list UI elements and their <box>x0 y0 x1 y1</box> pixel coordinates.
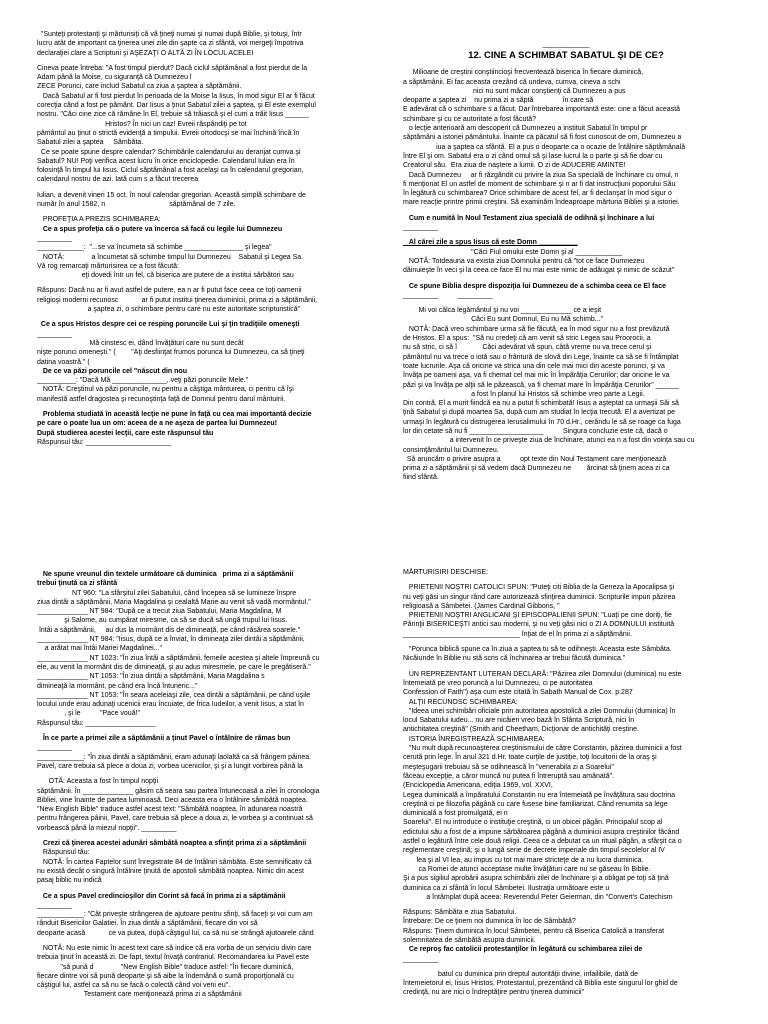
text-line: ____________: "Cât priveşte strângerea de ajutoare pentru sfinţi, să faceţi şi voi cum am <box>37 911 313 919</box>
text-line: Adam până la Moise, cu siguranţă că Dumnezeu l <box>37 74 192 82</box>
text-line: rânduit Bisericilor Galatiei. În ziua dintâi a săptămânii, fiecare din voi să <box>37 920 258 928</box>
text-line: UN REPREZENTANT LUTERAN DECLARĂ: "Păzirea zilei Domnului (duminica) nu este <box>403 670 682 678</box>
text-line: PRIETENII NOŞTRI ANGLICANI ŞI EPISCOPALIENII SPUN: "Luaţi pe cine doriţi, fie <box>403 612 672 620</box>
text-line: ____________: "...se va încumeta să schimbe _______________ şi legea" <box>37 244 272 252</box>
text-line: pe care o poate lua un om: aceea de a ne aşeza de partea lui Dumnezeu! <box>37 420 278 428</box>
text-line: locului unde erau adunaţi ucenicii erau încuiate, de frica Iudeilor, a venit Iisus, a stat în <box>37 701 304 709</box>
text-line: ziua dintâi a săptămânii, Maria Magdalina şi cealaltă Marie au venit să vadă mormântul." <box>37 598 311 606</box>
text-line: fi menţionat El un astfel de moment de schimbare şi n ar fi dat instrucţiuni poporului Său <box>403 180 676 188</box>
page-bottom-right <box>403 568 729 1020</box>
page-bottom-left <box>37 570 363 1020</box>
text-line: Legea duminicală a împăratului Constantin nu era întemeiată pe învăţătura sau doctrina <box>403 791 676 799</box>
text-line: Şi a pus sigiliul aprobării asupra schimbării zilei de închinare şi a obligat pe toţi să ţină <box>403 875 669 883</box>
text-line: De ce va păzi poruncile cel "născut din nou <box>37 367 187 375</box>
text-line: întemeiată pe vreo poruncă a lui Dumnezeu, ci pe autoritatea <box>403 679 593 687</box>
text-line: păzi şi va învăţa pe alţii să le păzească, va fi chemat mare în Împărăţia Cerurilor" ______ <box>403 381 680 389</box>
text-line: Răspuns: Dacă nu ar fi avut astfel de putere, ea n ar fi putut face ceea ce toţi oamenii <box>37 287 302 295</box>
text-line: săptămâni a istoriei pământului. Înainte ca păcatul să fi fost cunoscut de om, Dumnezeu a <box>403 134 682 142</box>
text-line: cerută prin lege. În anul 321 d.Hr. toate curţile de justiţie, toţi locuitorii de la oraş şi <box>403 754 657 762</box>
text-line: Cineva poate întreba: "A fost timpul pierdut? Dacă ciclul săptămânal a fost pierdut de la <box>37 64 308 72</box>
text-line: _____________ NT 1053: "În ziua dintâi a săptămânii, Maria Magdalina s <box>37 673 265 681</box>
text-line: Dacă Dumnezeu ar fi răzgândit cu privire la ziua Sa specială de închinare cu omul, n <box>403 171 679 179</box>
text-line: Să aruncăm o privire asupra a opt texte din Noul Testament care menţionează <box>403 455 667 463</box>
text-line: astfel o legătură între cele două religii. Ceea ce a debutat ca un ritual păgân, a sfârşit ca o <box>403 838 682 846</box>
text-line: Răspunsul tău: ______________________ <box>37 438 172 446</box>
text-line: "Sunteţi protestanţi şi mărturisiţi că vă ţineţi numai şi numai după Biblie, şi totuşi, într <box>37 31 302 38</box>
text-line: credinţă, nu are nici o îndreptăţire pentru ţinerea duminicii" <box>403 989 585 997</box>
text-line: MĂRTURISIRI DESCHISE: <box>403 569 489 576</box>
text-line: _____________ NT 984: "Iisus, după ce a înviat, în dimineaţa zilei dintâi a săptămânii, <box>37 636 305 644</box>
text-line: Din contră, El a murit fiindcă ea nu a putut fi schimbată! Iisus a aşteptat ca urmaşii Săi să <box>403 400 679 408</box>
text-line: Soarelui". El nu introduce o instituţie creştină, ci un obicei păgân. Principalul scop al <box>403 819 663 827</box>
text-line: Răspuns: Sâmbăta e ziua Sabatului. <box>403 909 517 917</box>
text-line: Mi voi călca legământul şi nu voi _____________ ce a ieşit <box>403 307 602 315</box>
text-line: religioşi moderni recunosc ar fi putut institui ţinerea duminicii, prima zi a săptămânii, <box>37 296 318 304</box>
text-line: deoparte acasă ce va putea, după câştigul lui, ca să nu se strângă ajutoarele când <box>37 929 314 937</box>
text-line: NOTĂ: Dacă vreo schimbare urma să fie făcută, ea în mod sigur nu a fost prevăzută <box>403 325 670 333</box>
text-line: solemnitatea de sâmbătă asupra duminicii. <box>403 936 536 944</box>
text-line: prima zi a săptămânii şi să vedem dacă Dumnezeu ne ărcinat să ţinem acea zi ca <box>403 465 670 473</box>
text-line: _____________ NT 1023: "În ziua întâi a săptămânii, femeile acestea şi altele împreună cu <box>37 654 320 662</box>
text-line: Iulian, a devenit vineri 15 oct. în noul calendar gregorian. Această simplă schimbare de <box>37 191 306 199</box>
text-line: eţi dovedi într un fel, că biserica are putere de a institui sărbători sau <box>37 272 294 280</box>
text-line: "New English Bible" traduce astfel acest text: "Sâmbătă noaptea, în adunarea noastră <box>37 806 303 814</box>
text-line: ISTORIA ÎNREGISTREAZĂ SCHIMBAREA: <box>403 735 545 743</box>
text-line: pământul nu va trece o iotă sau o frântură de slovă din Lege, înainte ca să se fi întâmplat <box>403 353 679 361</box>
text-line: ____________ <box>542 41 590 48</box>
page-top-right <box>403 40 729 500</box>
text-line: a intervenit în ce priveşte ziua de închinare, atunci ea n a fost din voinţa sau cu <box>403 437 695 445</box>
text-line: fiecare dintre voi să pună deoparte şi să aibe la îndemână o sumă proporţională cu <box>37 972 294 980</box>
text-line: câştigul lui, astfel ca să nu se facă o colectă când voi veni eu". <box>37 982 231 990</box>
text-line: lea şi al VI lea, au impus cu tot mai mare stricteţe de a nu lucra duminica. <box>403 856 644 864</box>
text-line: Pavel, care trebuia să plece a doua zi, vorbea ucenicilor, şi şi a lungit vorbirea până la <box>37 762 303 770</box>
text-line: schimbare şi cu ce autoritate a fost făcută? <box>403 115 537 123</box>
text-line: Confession of Faith") aşa cum este citată în Sabath Manual de Cox. p.287 <box>403 689 633 697</box>
text-line: dimineaţă la mormânt, pe când era încă întuneric..." <box>37 682 198 690</box>
text-line: făceau excepţie, a căror muncă nu putea fi întreruptă sau amânată". <box>403 772 615 780</box>
text-line: Întrebare: De ce ţinem noi duminica în loc de Sâmbătă? <box>403 918 576 926</box>
text-line: trebuia ţinut în această zi. De fapt, textul învaţă contrariul. Recomandarea lui Pavel este <box>37 954 309 962</box>
text-line: Cum e numită în Noul Testament ziua specială de odihnă şi închinare a lui <box>403 214 655 222</box>
text-line: vorbească până la miezul nopţii". _________ <box>37 824 177 832</box>
text-line: Ne spune vreunul din textele următoare că duminica prima zi a săptămânii <box>37 571 294 578</box>
text-line: Ce a spus Hristos despre cei ce resping poruncile Lui şi ţin tradiţiile omeneşti <box>37 321 300 329</box>
text-line: PROFEŢIA A PREZIS SCHIMBAREA: <box>37 216 161 224</box>
text-line: Hristos? În nici un caz! Evreii răspândiţi pe tot <box>37 120 247 128</box>
text-line: a arătat mai întâi Mariei Magdalinei..." <box>37 645 163 653</box>
text-line: _____________ NT 1053: "În seara aceleiaşi zile, cea dintâi a săptămânii, pe când uşile <box>37 691 311 699</box>
text-line: ______________________________ înţiat de el în prima zi a săptămânii. <box>403 630 632 638</box>
text-line: Răspunsul tău: __________________ <box>37 719 156 727</box>
text-line: consimţământul lui Dumnezeu. <box>403 446 499 454</box>
text-line: Sabatul zilei a şaptea Sâmbăta. <box>37 139 144 147</box>
text-line: Creatorul său. Era ziua de naştere a lumii. O zi de ADUCERE AMINTE! <box>403 162 626 170</box>
text-line: lor din cetate să nu fi ___________________ Singura concluzie este că, dacă o <box>403 427 668 435</box>
text-line: urmaşi în legătură cu distrugerea Ierusalimului în 70 d.Hr., cerându le să se roage ca fuga <box>403 418 681 426</box>
text-line: datina voastră." ( <box>37 358 90 366</box>
text-line: NOTĂ: Nu este nimic în acest text care să indice că era vorba de un serviciu divin care <box>37 944 312 952</box>
text-line: Testament care menţionează prima zi a săptămânii <box>37 991 242 999</box>
text-line: Nicăiunde în Biblie nu stă scris că închinarea ar trebui făcută duminica." <box>403 655 626 663</box>
text-line: mare reacţie printre primii creştini. Să examinăm îndeaproape mărturia Bibliei şi a istoriei. <box>403 199 680 207</box>
text-line: Ce a spus Pavel credincioşilor din Corint să facă în prima zi a săptămânii <box>37 892 286 900</box>
text-line: "Porunca biblică spune ca în ziua a şaptea tu să te odihneşti. Aceasta este Sâmbăta. <box>403 646 672 654</box>
text-line: NOTĂ: Creştinul va păzi poruncile, nu pentru a câştiga mântuirea, ci pentru că îşi <box>37 386 294 394</box>
text-line: de Hristos. El a spus: "Să nu credeţi că am venit să stric Legea sau Proorocii, a <box>403 335 651 343</box>
text-line: toate lucrurile. Aşa că oricine va strica una din cele mai mici din aceste porunci, şi va <box>403 362 665 370</box>
text-line: Ce a spus profeţia că o putere va încerca să facă cu legile lui Dumnezeu <box>37 225 283 233</box>
text-line: Părinţii BISERICEŞTI antici sau moderni, şi nu veţi găsi nici o ZI A DOMNULUI instituită <box>403 621 675 629</box>
text-line: NT 960: "La sfârşitul zilei Sabatului, când începea să se lumineze înspre <box>37 589 297 597</box>
text-line: reglementare creştină; şi o lungă serie de decrete imperiale din timpul secolelor al IV <box>403 847 665 855</box>
text-line: După studierea acestei lecţii, care este răspunsul tău <box>37 429 214 437</box>
text-line: creştină ci pe filozofia păgână cu care fusese bine familiarizat. Când renumita sa lege <box>403 800 668 808</box>
text-line: Vă rog remarcaţi mărturisirea ce a fost făcută: <box>37 262 179 270</box>
page-lines <box>37 30 363 447</box>
text-line: întemeietorul ei, Iisus Hristos. Protestantul, prezentând că Biblia este singurul lor ghid de <box>403 980 678 988</box>
text-line: Problema studiată în această lecţie ne pune în faţă cu cea mai importantă decizie <box>37 410 312 418</box>
text-line: şi Salome, au cumpărat miresme, ca să se ducă să ungă trupul lui Iisus. <box>37 617 288 625</box>
text-line: nostru. "Căci cine zice că rămâne în El, trebuie să trăiască şi el cum a trăit Iisus ______ <box>37 111 309 119</box>
page-lines <box>403 40 729 483</box>
text-line: a fost în planul lui Hristos să schimbe vreo parte a Legii. <box>403 390 645 398</box>
text-line: deoparte a şaptea zi nu prima zi a săptă în care să <box>403 97 594 105</box>
text-line: folosinţă în timpul lui Iisus. Ciclul săptămânal a fost acelaşi ca în calendarul gregorian, <box>37 167 304 175</box>
text-line: În ce parte a primei zile a săptămânii a ţinut Pavel o întâlnire de rămas bun <box>37 735 291 743</box>
text-line: pământul au ţinut o strictă evidenţă a timpului. Evreii ortodocşi se mai închină încă în <box>37 129 300 137</box>
text-line: (Enciclopedia Americana, ediţia 1969, vol. XXVI, <box>403 782 553 790</box>
text-line: fiind sfântă. <box>403 474 439 482</box>
text-line: a întâmplat după aceea: Reverendul Peter Geierman, din "Convert's Catechism <box>403 893 673 901</box>
text-line: duminicală a fost promulgată, ei n <box>403 810 508 818</box>
text-line: NOTĂ: Totdeauna va exista ziua Domnului pentru că "tot ce face Dumnezeu <box>403 257 645 265</box>
text-line: __________: "Dacă Mă ______________, veţi păzi poruncile Mele." <box>37 377 249 385</box>
text-line: locul Sabatului iudeu... nu are nicăieri vreo bază în Sfânta Scriptură, nici în <box>403 717 635 725</box>
text-line: "Ideea unei schimbări oficiale prin autoritatea apostolică a zilei Domnului (duminica) în <box>403 707 676 715</box>
text-line: Mă cinstesc ei, dând învăţături care nu sunt decât <box>37 339 244 347</box>
text-line: Bibliei, vine înainte de partea luminoasă. Deci aceasta era o întâlnire sâmbătă noaptea. <box>37 796 308 804</box>
text-line: nici nu sunt măcar conştienţi că Dumnezeu a pus <box>403 87 626 95</box>
text-line: ____________: "În ziua dintâi a săptămânii, eram adunaţi laolaltă ca să frângem pâinea. <box>37 753 312 761</box>
text-line: _____________ NT 984: "După ce a trecut ziua Sabatului, Maria Magdalina, M <box>37 608 282 616</box>
text-line: între El şi om. Sabatul era o zi când omul să şi lase lucrul la o parte şi să fie doar cu <box>403 152 663 160</box>
text-line: nu există decât o singură întâlnire ţinută de apostoli sâmbătă noaptea. Nimic din acest <box>37 867 304 875</box>
text-line: PRIETENII NOŞTRI CATOLICI SPUN: "Puteţi citi Biblia de la Geneza la Apocalipsa şi <box>403 584 675 592</box>
text-line: nu să stric, ci să î Căci adevărat vă spun, câtă vreme nu va trece cerul şi <box>403 344 652 352</box>
text-line: E adevărat că o schimbare s a făcut. Dar întrebarea importantă este: cine a făcut această <box>403 106 681 114</box>
text-line: întâi a săptămânii, au dus la mormânt dis de dimineaţă, pe când răsărea soarele." <box>37 626 301 634</box>
text-line: ALŢII RECUNOSC SCHIMBAREA: <box>403 698 518 706</box>
text-line: _________ <box>403 224 439 232</box>
text-line: Răspunsul tău: <box>37 849 90 857</box>
text-line: ele, au venit la mormânt dis de dimineaţă, şi au adus miresmele, pe care le pregătiseră." <box>37 663 311 671</box>
text-line: pasaj biblic nu indică <box>37 877 102 885</box>
text-line: pentru frângerea pâinii, Pavel, care trebuia să plece a doua zi, le vorbea şi a continuat să <box>37 815 313 823</box>
text-line: _________ <box>37 901 73 909</box>
text-line: Milioane de creştini conştiincioşi frecventează biserica în fiecare duminică, <box>403 69 644 77</box>
text-line: Căci Eu sunt Domnul, Eu nu Mă schimb..." <box>403 316 604 324</box>
text-line: Dacă Sabatul ar fi fost pierdut în perioada de la Moise la Iisus, în mod sigur El ar fi făcut <box>37 92 315 100</box>
text-line: "Căci Fiul omului este Domn şi al ____________ <box>403 248 623 256</box>
text-line: o lecţie anterioară am descoperit că Dumnezeu a instituit Sabatul în timpul pr <box>403 125 648 133</box>
text-line: nu veţi găsi un singur rând care autorizează sfinţirea duminicii. Scripturile impun păzirea <box>403 593 676 601</box>
text-line: , şi le "Pace vouă!" <box>37 710 141 718</box>
text-line: Ce reproş fac catolicii protestanţilor în legătură cu schimbarea zilei de <box>403 946 643 954</box>
text-line: "Nu mult după recunoaşterea creştinismului de către Constantin, păzirea duminicii a fost <box>403 745 682 753</box>
text-line: ZECE Porunci, care includ Sabatul ca ziua a şaptea a săptămânii. <box>37 83 242 91</box>
text-line: _________ <box>37 744 73 752</box>
text-line: lucru atât de important ca ţinerea unei zile din şapte ca zi sfântă, voi mergeţi împotriva <box>37 40 304 48</box>
text-line: declaraţiei clare a Scripturii şi AŞEZAŢI O ALTĂ ZI ÎN LOCUL ACELEI <box>37 49 254 57</box>
page-lines <box>403 568 729 998</box>
text-line: duminica ca zi sfântă în locul Sâmbetei. Ilustraţia următoare este u <box>403 884 610 892</box>
text-line: NOTĂ: a încumetat să schimbe timpul lui Dumnezeu Sabatul şi Legea Sa. <box>37 253 304 261</box>
text-line: manifestă astfel dragostea şi recunoştinţa faţă de Domnul pentru darul mântuirii. <box>37 395 286 403</box>
text-line: corecţia când a fost pe pământ. Dar Iisus a ţinut Sabatul zilei a şaptea, şi El este exemplul <box>37 102 316 110</box>
text-line: trebui ţinută ca zi sfântă <box>37 580 118 588</box>
text-line: a şaptea zi, o schimbare pentru care nu este autoritate scripturistică" <box>37 306 301 314</box>
text-line: calendarul nostru de azi. Iată cum s a făcut trecerea <box>37 176 199 184</box>
text-line: număr în anul 1582, n săptămânal de 7 zile. <box>37 201 236 209</box>
text-line: OTĂ: Aceasta a fost în timpul nopţii <box>37 778 159 786</box>
text-line: iua a şaptea ca sfântă. El a pus o deoparte ca o ocazie de întâlnire săptămânală <box>403 143 686 151</box>
text-line: batul cu duminica prin dreptul autorităţii divine, infailibile, dată de <box>403 970 639 978</box>
text-line: _________ _________ <box>403 291 493 299</box>
text-line: _________ <box>37 330 73 338</box>
text-line: religioasă a Sâmbetei. (James Cardinal Gibbons, " <box>403 602 560 610</box>
text-line: săptămânii. În _____________ găsim că seara sau partea întunecoasă a zilei în cronologia <box>37 787 320 795</box>
text-line: _________ <box>37 234 73 242</box>
text-line: Ce se poate spune despre calendar? Schimbările calendarului au deranjat cumva şi <box>37 148 301 156</box>
page-top-left <box>37 30 363 500</box>
text-line: _________ <box>403 955 439 963</box>
page-title: 12. CINE A SCHIMBAT SABATUL ŞI DE CE? <box>468 50 664 62</box>
text-line: ţină Sabatul şi după moartea Sa, după cum am studiat în lecţia trecută: El a avertizat pe <box>403 409 675 417</box>
text-line: Al cărei zile a spus Iisus că este Domn __________ <box>403 239 578 247</box>
text-line: "să pună d "New English Bible" traduce astfel: "În fiecare duminică, <box>37 963 294 971</box>
text-line: a săptămânii. Ei fac aceasta crezând că undeva, cumva, cineva a schi <box>403 78 621 86</box>
text-line: ca Romei de atunci acceptase multe învăţături care nu se găseau în Biblie. <box>403 865 651 873</box>
text-line: Sabatul? NU! Poţi verifica acest lucru în orice enciclopedie. Calendarul Iulian era în <box>37 157 295 165</box>
text-line: Răspuns: Ţinem duminica în locul Sâmbetei, pentru că Biserica Catolică a transferat <box>403 927 665 935</box>
page-lines <box>37 570 363 1000</box>
text-line: în legătură cu schimbarea? Orice schimbare de acest fel, ar fi declanşat în mod sigur o <box>403 190 672 198</box>
text-line: Crezi că ţinerea acestei adunări sâmbătă noaptea a sfinţit prima zi a săptămânii <box>37 840 307 848</box>
text-line: meşteşugarii trebuiau să se odihnească în "venerabila zi a Soarelui" <box>403 763 614 771</box>
text-line: antichitatea creştină" (Smith and Cheetham, Dicţionar de antichităţi creştine. <box>403 726 639 734</box>
text-line: învăţa pe oameni aşa, va fi chemat cel mai mic în Împărăţia Cerurilor; dar oricine le va <box>403 372 670 380</box>
text-line: NOTĂ: În cartea Faptelor sunt înregistrate 84 de întâlniri sâmbăta. Este semnificativ că <box>37 858 312 866</box>
text-line: dăinuieşte în veci şi la ceea ce face El nu mai este nimic de adăugat şi nimic de scăzut" <box>403 267 675 275</box>
text-line: Ce spune Biblia despre dispoziţia lui Dumnezeu de a schimba ceea ce El face <box>403 282 666 290</box>
text-line: edictului său a fost de a impune sărbătoarea păgână a duminicii asupra creştinilor făcând <box>403 828 680 836</box>
text-line: nişte porunci omeneşti." ( "Aţi desfiinţat frumos porunca lui Dumnezeu, ca să ţineţi <box>37 349 305 357</box>
